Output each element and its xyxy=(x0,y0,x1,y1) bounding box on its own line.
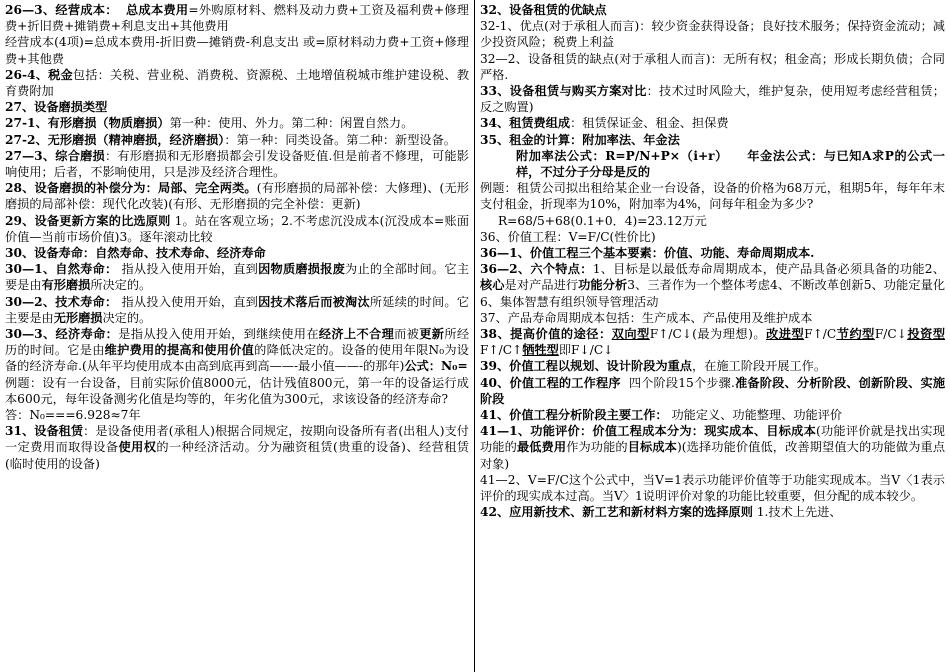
leasing-pros-paragraph: 32-1、优点(对于承租人而言)：较少资金获得设备；良好技术服务；保持资金流动；减少投资风险；税费上利益 xyxy=(480,19,945,50)
new-technology-paragraph: 42、应用新技术、新工艺和新材料方案的选择原则 1.技术上先进、 xyxy=(480,505,842,520)
value-engineering-features: 36—2、六个特点：1、目标是以最低寿命周期成本，使产品具备必须具备的功能2、核心是对产品进行功能分析3、三者作为一个整体考虑4、不断改革创新5、功能定量化6、集体智慧有组织领导管理活动 xyxy=(480,262,946,309)
work-procedure-paragraph: 40、价值工程的工作程序 四个阶段15个步骤.准备阶段、分析阶段、创新阶段、实施阶段 xyxy=(480,375,946,406)
leasing-cons-paragraph: 32—2、设备租赁的缺点(对于承租人而言)：无所有权；租金高；形成长期负债；合同严格. xyxy=(480,51,945,82)
wear-compensation-paragraph: 28、设备磨损的补偿分为：局部、完全两类。(有形磨损的局部补偿：大修理)、(无形磨损的局部补偿：现代化改装)(有形、无形磨损的完全补偿：更新) xyxy=(5,181,469,212)
design-stage-paragraph: 39、价值工程以规划、设计阶段为重点，在施工阶段开展工作。 xyxy=(480,359,827,374)
rent-example-answer: R=68/5+68(0.1+0．4)=23.12万元 xyxy=(498,213,707,228)
wear-types-heading: 27、设备磨损类型 xyxy=(5,100,108,115)
life-cycle-cost-paragraph: 37、产品寿命周期成本包括：生产成本、产品使用及维护成本 xyxy=(480,310,813,325)
leasing-paragraph: 31、设备租赁：是设备使用者(承租人)根据合同规定，按期向设备所有者(出租人)支付一定费用而取得设备使用权的一种经济活动。分为融资租赁(贵重的设备)、经营租赁(临时使用的设备) xyxy=(5,424,469,471)
value-engineering-elements: 36—1、价值工程三个基本要素：价值、功能、寿命周期成本. xyxy=(480,246,815,261)
lease-vs-buy-paragraph: 33、设备租赁与购买方案对比：技术过时风险大，维护复杂，使用短考虑经营租赁；反之购置) xyxy=(480,84,945,115)
rent-formulas: 附加率法公式：R=P/N+P×（i+r） 年金法公式：与已知A求P的公式一样，不过分子分母是反的 xyxy=(516,148,945,180)
value-improvement-paragraph: 38、提高价值的途径：双向型F↑/C↓(最为理想)。改进型F↑/C节约型F/C↓投资型F↑/C↑牺牲型即F↓/C↓ xyxy=(480,327,946,358)
technical-life-paragraph: 30—2、技术寿命： 指从投入使用开始，直到因技术落后而被淘汰所延续的时间。它主要是由无形磨损决定的。 xyxy=(5,294,470,325)
economic-life-paragraph: 30—3、经济寿命：是指从投入使用开始，到继续使用在经济上不合理而被更新所经历的时间。它是由维护费用的提高和使用价值的降低决定的。设备的使用年限N₀为设备的经济寿命.(从年平均使用成本由高到底再到高——-最小值——-的那年)公式：N₀= xyxy=(5,327,470,374)
value-engineering-paragraph: 36、价值工程：V=F/C(性价比) xyxy=(480,229,656,244)
lease-fee-paragraph: 34、租赁费组成：租赁保证金、租金、担保费 xyxy=(480,116,729,131)
equipment-life-heading: 30、设备寿命：自然寿命、技术寿命、经济寿命 xyxy=(5,246,266,261)
economic-life-answer: 答：N₀===6.928≈7年 xyxy=(5,408,141,423)
function-evaluation-paragraph: 41—1、功能评价：价值工程成本分为：现实成本、目标成本(功能评价就是找出实现功能的最低费用作为功能的目标成本)(选择功能价值低，改善期望值大的功能做为重点对象) xyxy=(480,424,946,471)
leasing-pros-cons-heading: 32、设备租赁的优缺点 xyxy=(480,3,607,17)
value-formula-paragraph: 41—2、V=F/C这个公式中，当V=1表示功能评价值等于功能实现成本。当V〈1表示评价的现实成本过高。当V〉1说明评价对象的功能比较重要，但分配的成本较少。 xyxy=(480,472,945,504)
rent-calculation-heading: 35、租金的计算：附加率法、年金法 xyxy=(480,132,680,147)
intangible-wear-paragraph: 27-2、无形磨损（精神磨损，经济磨损）：第一种：同类设备。第二种：新型设备。 xyxy=(5,132,456,147)
natural-life-paragraph: 30—1、自然寿命： 指从投入使用开始，直到因物质磨损报废为止的全部时间。它主要是由有形磨损所决定的。 xyxy=(5,262,470,293)
tax-paragraph: 26-4、税金包括：关税、营业税、消费税、资源税、土地增值税城市维护建设税、教育费附加 xyxy=(5,67,470,99)
renewal-principle-paragraph: 29、设备更新方案的比选原则 1。站在客观立场；2.不考虑沉没成本(沉没成本=账面价值—当前市场价值)3。逐年滚动比较 xyxy=(5,213,470,244)
combined-wear-paragraph: 27—3、综合磨损：有形磨损和无形磨损都会引发设备贬值.但是前者不修理，可能影响使用；后者，不影响使用，只是涉及经济合理性。 xyxy=(5,148,469,180)
economic-life-example: 例题：设有一台设备，目前实际价值8000元，估计残值800元，第一年的设备运行成本600元，每年设备测劣化值是均等的，年劣化值为300元，求该设备的经济寿命? xyxy=(5,375,469,406)
tangible-wear-paragraph: 27-1、有形磨损（物质磨损）第一种：使用、外力。第二种：闲置自然力。 xyxy=(5,116,414,131)
rent-example: 例题：租赁公司拟出租给某企业一台设备，设备的价格为68万元，租期5年，每年年末支付租金，折现率为10%，附加率为4%，问每年租金为多少? xyxy=(480,181,945,212)
operating-cost-formula: 经营成本(4项)=总成本费用-折旧费—摊销费-利息支出 或=原材料动力费+工资+修理费+其他费 xyxy=(5,35,469,66)
analysis-stage-paragraph: 41、价值工程分析阶段主要工作： 功能定义、功能整理、功能评价 xyxy=(480,408,843,423)
operating-cost-paragraph: 26—3、经营成本： 总成本费用=外购原材料、燃料及动力费+工资及福利费+修理费+折旧费+摊销费+利息支出+其他费用 xyxy=(5,3,469,34)
right-column xyxy=(475,0,950,672)
